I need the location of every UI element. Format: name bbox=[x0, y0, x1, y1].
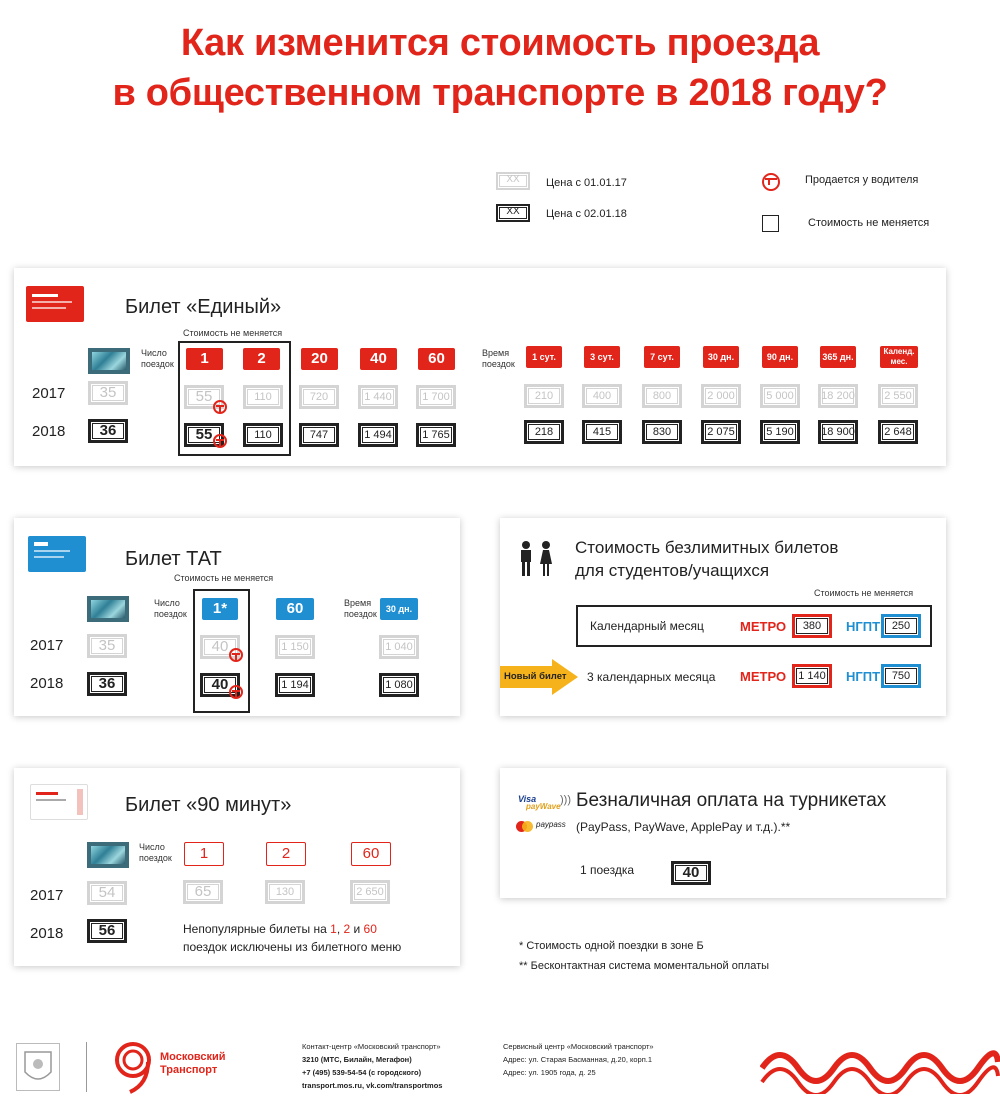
tat-carrier-image bbox=[87, 596, 129, 622]
card-edinyi bbox=[14, 268, 946, 466]
edinyi-ticket-1: 1 bbox=[186, 348, 223, 370]
contactless-icon: ))) bbox=[560, 794, 571, 806]
edinyi-no-change-label: Стоимость не меняется bbox=[183, 328, 283, 338]
students-row2-ngpt: НГПТ bbox=[846, 669, 881, 684]
students-icon bbox=[516, 540, 556, 578]
tat-ticket-60: 60 bbox=[276, 598, 314, 620]
edinyi-period-1d: 1 сут. bbox=[526, 346, 562, 368]
min90-card-price-2018: 56 bbox=[87, 919, 127, 943]
tat-price-60-2017: 1 150 bbox=[275, 635, 315, 659]
tat-period-30d: 30 дн. bbox=[380, 598, 418, 620]
tat-title: Билет ТАТ bbox=[125, 548, 222, 570]
edinyi-price-2-2017: 110 bbox=[243, 385, 283, 409]
year-2018: 2018 bbox=[30, 925, 64, 942]
steering-wheel-icon bbox=[229, 648, 243, 662]
edinyi-period-90d: 90 дн. bbox=[762, 346, 798, 368]
card-90min bbox=[14, 768, 460, 966]
steering-wheel-icon bbox=[213, 400, 227, 414]
tat-price-30d-2017: 1 040 bbox=[379, 635, 419, 659]
edinyi-price-60-2018: 1 765 bbox=[416, 423, 456, 447]
footer-service: Сервисный центр «Московский транспорт» Адрес: ул. Старая Басманная, д.20, корп.1 Адрес: ул. 1905 года, д. 25 bbox=[503, 1042, 654, 1077]
edinyi-price-20-2018: 747 bbox=[299, 423, 339, 447]
edinyi-price-60-2017: 1 700 bbox=[416, 385, 456, 409]
steering-wheel-icon bbox=[213, 434, 227, 448]
edinyi-period-365d-2017: 18 200 bbox=[818, 384, 858, 408]
footnotes: * Стоимость одной поездки в зоне Б ** Бесконтактная система моментальной оплаты bbox=[519, 940, 770, 972]
tat-trips-label: Число поездок bbox=[154, 598, 187, 619]
students-row1-ngpt: НГПТ bbox=[846, 619, 881, 634]
legend-old-price-sample: XX bbox=[496, 172, 530, 190]
card-cashless bbox=[500, 768, 946, 898]
card-tat bbox=[14, 518, 460, 716]
edinyi-period-90d-2018: 5 190 bbox=[760, 420, 800, 444]
students-row2-label: 3 календарных месяца bbox=[587, 670, 716, 684]
edinyi-price-20-2017: 720 bbox=[299, 385, 339, 409]
visa-paywave-logo: Visa payWave bbox=[518, 794, 561, 811]
edinyi-carrier-image bbox=[88, 348, 130, 374]
min90-price-2-2017: 130 bbox=[265, 880, 305, 904]
moscow-coat-of-arms-icon bbox=[16, 1043, 60, 1091]
legend-new-price-sample: XX bbox=[496, 204, 530, 222]
year-2018: 2018 bbox=[32, 423, 66, 440]
tat-ticket-image bbox=[28, 536, 86, 572]
edinyi-period-7d-2017: 800 bbox=[642, 384, 682, 408]
moscow-transport-brand: Московский Транспорт bbox=[160, 1051, 226, 1076]
steering-wheel-icon bbox=[229, 685, 243, 699]
min90-carrier-image bbox=[87, 842, 129, 868]
legend-no-change-label: Стоимость не меняется bbox=[808, 217, 930, 229]
students-row1-metro: МЕТРО bbox=[740, 619, 787, 634]
edinyi-period-365d: 365 дн. bbox=[820, 346, 856, 368]
edinyi-period-90d-2017: 5 000 bbox=[760, 384, 800, 408]
students-row2-metro-price: 1 140 bbox=[792, 664, 832, 688]
tat-no-change-label: Стоимость не меняется bbox=[174, 573, 274, 583]
year-2018: 2018 bbox=[30, 675, 64, 692]
legend-old-price-label: Цена с 01.01.17 bbox=[546, 177, 627, 189]
tat-card-price-2017: 35 bbox=[87, 634, 127, 658]
edinyi-period-calendar-2018: 2 648 bbox=[878, 420, 918, 444]
card-students bbox=[500, 518, 946, 716]
year-2017: 2017 bbox=[32, 385, 66, 402]
students-row1-label: Календарный месяц bbox=[590, 619, 704, 633]
students-title: Стоимость безлимитных билетов для студентов/учащихся bbox=[575, 538, 839, 580]
students-row2-ngpt-price: 750 bbox=[881, 664, 921, 688]
students-row1-metro-price: 380 bbox=[792, 614, 832, 638]
edinyi-period-calendar-2017: 2 550 bbox=[878, 384, 918, 408]
min90-ticket-image bbox=[30, 784, 88, 820]
tat-ticket-1: 1* bbox=[202, 598, 238, 620]
moscow-transport-pattern bbox=[760, 1042, 1000, 1094]
edinyi-price-1-2018: 55 bbox=[184, 423, 224, 447]
students-row1-ngpt-price: 250 bbox=[881, 614, 921, 638]
min90-trips-label: Число поездок bbox=[139, 842, 172, 863]
tat-price-30d-2018: 1 080 bbox=[379, 673, 419, 697]
tat-price-1-2018: 40 bbox=[200, 673, 240, 697]
edinyi-title: Билет «Единый» bbox=[125, 296, 282, 318]
edinyi-card-price-2017: 35 bbox=[88, 381, 128, 405]
tat-price-60-2018: 1 194 bbox=[275, 673, 315, 697]
edinyi-period-365d-2018: 18 900 bbox=[818, 420, 858, 444]
min90-note: Непопулярные билеты на 1, 2 и 60 поездок исключены из билетного меню bbox=[183, 922, 402, 954]
edinyi-period-3d-2017: 400 bbox=[582, 384, 622, 408]
edinyi-period-3d-2018: 415 bbox=[582, 420, 622, 444]
tat-time-label: Время поездок bbox=[344, 598, 377, 619]
page-title: Как изменится стоимость проезда в общественном транспорте в 2018 году? bbox=[112, 22, 888, 114]
edinyi-period-30d-2018: 2 075 bbox=[701, 420, 741, 444]
edinyi-ticket-60: 60 bbox=[418, 348, 455, 370]
steering-wheel-icon bbox=[762, 173, 780, 191]
moscow-transport-logo-icon bbox=[108, 1040, 158, 1094]
edinyi-period-30d-2017: 2 000 bbox=[701, 384, 741, 408]
edinyi-period-3d: 3 сут. bbox=[584, 346, 620, 368]
min90-ticket-2: 2 bbox=[266, 842, 306, 866]
footer-divider bbox=[86, 1042, 87, 1092]
legend-new-price-label: Цена с 02.01.18 bbox=[546, 208, 627, 220]
min90-price-1-2017: 65 bbox=[183, 880, 223, 904]
no-change-box-icon bbox=[762, 215, 779, 232]
edinyi-price-1-2017: 55 bbox=[184, 385, 224, 409]
edinyi-period-1d-2018: 218 bbox=[524, 420, 564, 444]
edinyi-period-calendar: Календ. мес. bbox=[880, 346, 918, 368]
edinyi-price-40-2018: 1 494 bbox=[358, 423, 398, 447]
edinyi-period-7d-2018: 830 bbox=[642, 420, 682, 444]
legend-driver-label: Продается у водителя bbox=[805, 174, 919, 186]
min90-title: Билет «90 минут» bbox=[125, 794, 292, 816]
edinyi-card-price-2018: 36 bbox=[88, 419, 128, 443]
cashless-title: Безналичная оплата на турникетах bbox=[576, 790, 887, 811]
min90-price-60-2017: 2 650 bbox=[350, 880, 390, 904]
edinyi-ticket-20: 20 bbox=[301, 348, 338, 370]
edinyi-period-30d: 30 дн. bbox=[703, 346, 739, 368]
edinyi-time-label: Время поездок bbox=[482, 348, 515, 369]
new-ticket-badge: Новый билет bbox=[500, 659, 578, 695]
cashless-price: 40 bbox=[671, 861, 711, 885]
footer-contact: Контакт-центр «Московский транспорт» 3210 (МТС, Билайн, Мегафон) +7 (495) 539-54-54 (с городского) transport.mos.ru, vk.com/transportmos bbox=[302, 1042, 443, 1090]
students-no-change-label: Стоимость не меняется bbox=[814, 588, 914, 598]
edinyi-ticket-40: 40 bbox=[360, 348, 397, 370]
tat-price-1-2017: 40 bbox=[200, 635, 240, 659]
edinyi-price-40-2017: 1 440 bbox=[358, 385, 398, 409]
edinyi-period-7d: 7 сут. bbox=[644, 346, 680, 368]
tat-card-price-2018: 36 bbox=[87, 672, 127, 696]
students-row2-metro: МЕТРО bbox=[740, 669, 787, 684]
edinyi-trips-label: Число поездок bbox=[141, 348, 174, 369]
min90-ticket-60: 60 bbox=[351, 842, 391, 866]
cashless-subtitle: (PayPass, PayWave, ApplePay и т.д.).** bbox=[576, 820, 791, 834]
mastercard-paypass-logo: paypass bbox=[516, 819, 552, 833]
edinyi-period-1d-2017: 210 bbox=[524, 384, 564, 408]
cashless-trip-label: 1 поездка bbox=[580, 863, 635, 877]
edinyi-price-2-2018: 110 bbox=[243, 423, 283, 447]
min90-card-price-2017: 54 bbox=[87, 881, 127, 905]
year-2017: 2017 bbox=[30, 637, 64, 654]
edinyi-ticket-image bbox=[26, 286, 84, 322]
year-2017: 2017 bbox=[30, 887, 64, 904]
min90-ticket-1: 1 bbox=[184, 842, 224, 866]
edinyi-ticket-2: 2 bbox=[243, 348, 280, 370]
